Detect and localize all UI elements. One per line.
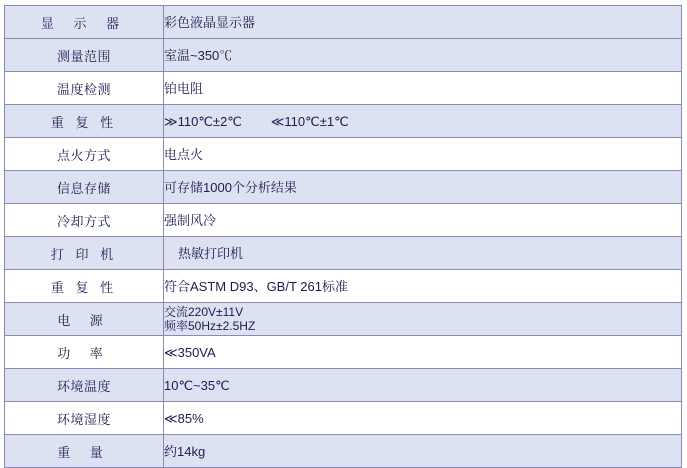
table-row — [5, 270, 682, 303]
row-value — [164, 39, 682, 72]
row-label — [5, 270, 164, 303]
row-label-text: 重 复 性 — [50, 279, 118, 295]
table-row — [5, 171, 682, 204]
row-value — [164, 105, 682, 138]
row-label — [5, 237, 164, 270]
row-label-text: 打 印 机 — [50, 246, 118, 262]
row-value — [164, 138, 682, 171]
row-value-text: ≪350VA — [164, 344, 216, 360]
table-row — [5, 39, 682, 72]
row-value-text: 10℃~35℃ — [164, 377, 230, 393]
row-label — [5, 6, 164, 39]
row-label-text: 显 示 器 — [40, 15, 128, 31]
table-body — [5, 6, 682, 468]
row-value-text: ≪85% — [164, 410, 204, 426]
row-value-text: 交流220V±11V — [164, 305, 244, 319]
row-value-text: 强制风冷 — [164, 212, 217, 228]
row-label — [5, 303, 164, 336]
row-value — [164, 204, 682, 237]
row-label — [5, 39, 164, 72]
table-row — [5, 402, 682, 435]
table-row — [5, 369, 682, 402]
row-value-text-secondary: 频率50Hz±2.5HZ — [164, 319, 256, 333]
row-value-text: 彩色液晶显示器 — [164, 14, 256, 30]
row-label-text: 环境温度 — [56, 378, 111, 394]
row-value-text: 电点火 — [164, 146, 204, 162]
row-value — [164, 171, 682, 204]
row-value-text: 室温~350℃ — [164, 47, 233, 63]
row-label-text: 温度检测 — [56, 81, 111, 97]
row-label-text: 测量范围 — [56, 48, 111, 64]
row-value — [164, 402, 682, 435]
row-label-text: 点火方式 — [56, 147, 111, 163]
row-label — [5, 369, 164, 402]
table-row — [5, 72, 682, 105]
row-label-text: 信息存储 — [56, 180, 111, 196]
row-label-text: 冷却方式 — [56, 213, 111, 229]
row-label — [5, 72, 164, 105]
table-row — [5, 303, 682, 336]
row-value — [164, 303, 682, 336]
row-label — [5, 138, 164, 171]
row-label — [5, 402, 164, 435]
row-value-text: 符合ASTM D93、GB/T 261标准 — [164, 278, 348, 294]
row-label — [5, 204, 164, 237]
row-value — [164, 6, 682, 39]
table-row — [5, 204, 682, 237]
table-row — [5, 138, 682, 171]
row-value — [164, 369, 682, 402]
row-label-text: 功 率 — [57, 345, 111, 361]
table-row — [5, 6, 682, 39]
table-row — [5, 237, 682, 270]
table-row — [5, 105, 682, 138]
row-value-text: 热敏打印机 — [178, 245, 244, 261]
row-label-text: 电 源 — [57, 312, 111, 328]
specification-table — [4, 5, 682, 468]
row-label — [5, 336, 164, 369]
row-label — [5, 105, 164, 138]
row-value — [164, 336, 682, 369]
row-value-text: 约14kg — [164, 443, 206, 459]
row-value-text: 铂电阻 — [164, 80, 204, 96]
row-value — [164, 72, 682, 105]
row-label-text: 环境湿度 — [56, 411, 111, 427]
row-value-text: 可存储1000个分析结果 — [164, 179, 297, 195]
row-label-text: 重 量 — [57, 444, 111, 460]
row-value-text: ≫110℃±2℃ ≪110℃±1℃ — [164, 113, 349, 129]
row-label-text: 重 复 性 — [50, 114, 118, 130]
row-value — [164, 237, 682, 270]
table-row — [5, 336, 682, 369]
row-label — [5, 171, 164, 204]
row-value — [164, 270, 682, 303]
